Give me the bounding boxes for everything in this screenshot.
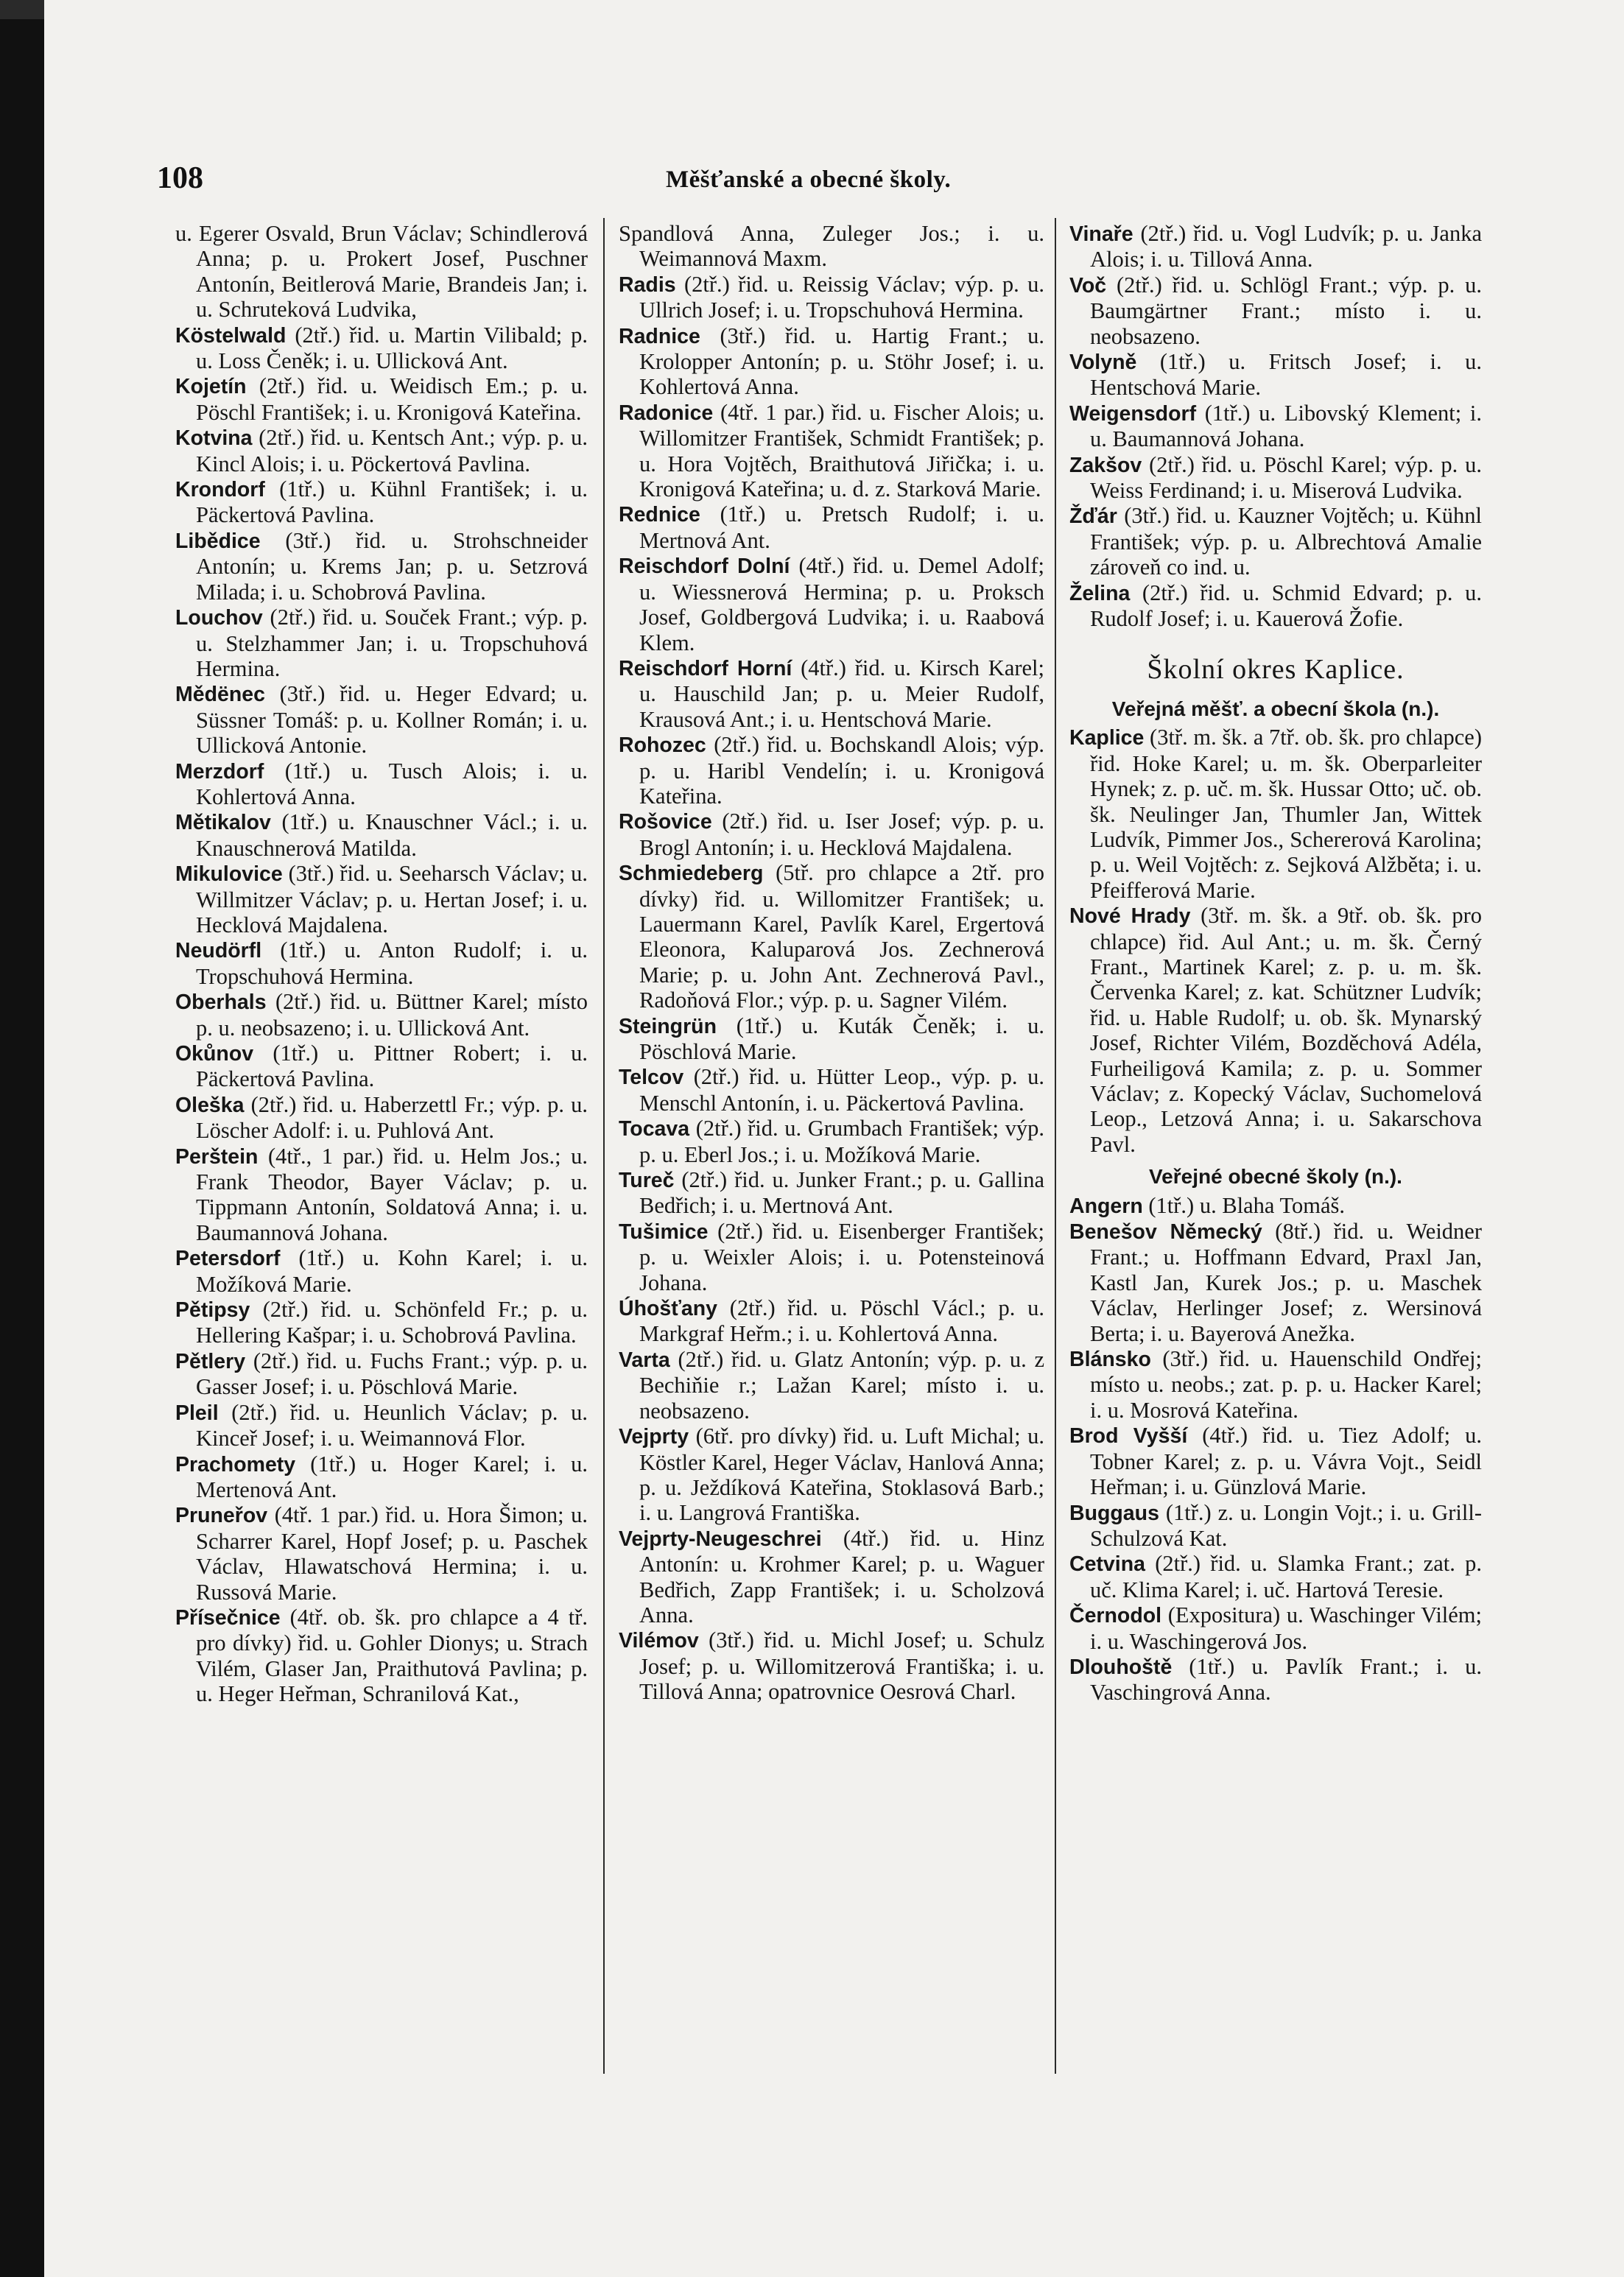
column-divider xyxy=(603,218,605,2074)
place-name: Vinaře xyxy=(1069,222,1133,246)
entry-text: (1tř.) u. Pittner Robert; i. u. Päckertová Pavlina. xyxy=(196,1041,588,1092)
place-name: Mědënec xyxy=(175,683,265,707)
school-entry xyxy=(1069,1602,1482,1654)
entry-text: (2tř.) řid. u. Vogl Ludvík; p. u. Janka Alois; i. u. Tillová Anna. xyxy=(1090,221,1482,272)
place-name: Želina xyxy=(1069,581,1131,605)
entry-text: (4tř.) řid. u. Kirsch Karel; u. Hauschild Jan; p. u. Meier Rudolf, Krausová Ant.; i. u. Hentschová Marie. xyxy=(639,655,1045,732)
scan-dark-edge xyxy=(0,0,44,2277)
school-entry xyxy=(619,1627,1044,1704)
entry-text: (2tř.) řid. u. Heunlich Václav; p. u. Kinceř Josef; i. u. Weimannová Flor. xyxy=(196,1399,588,1451)
place-name: Oberhals xyxy=(175,990,267,1015)
school-entry xyxy=(1069,272,1482,349)
entry-text: (2tř.) řid. u. Souček Frant.; výp. p. u. Stelzhammer Jan; i. u. Tropschuhová Hermina. xyxy=(196,605,588,681)
place-name: Mikulovice xyxy=(175,862,283,887)
entry-text: (1tř.) u. Hoger Karel; i. u. Mertenová Ant. xyxy=(196,1451,588,1502)
school-entry xyxy=(175,1041,588,1092)
school-entry xyxy=(619,1219,1044,1295)
entry-text: (1tř.) u. Libovský Klement; i. u. Baumannová Johana. xyxy=(1090,400,1482,452)
place-name: Louchov xyxy=(175,606,263,630)
place-name: Okůnov xyxy=(175,1042,254,1066)
entry-text: (1tř.) u. Kohn Karel; i. u. Možíková Marie. xyxy=(196,1245,588,1297)
place-name: Perštein xyxy=(175,1144,259,1169)
place-name: Tocava xyxy=(619,1117,690,1141)
entry-text: (2tř.) řid. u. Glatz Antonín; výp. p. u. z Bechiňie r.; Lažan Karel; místo i. u. neobsazeno. xyxy=(639,1346,1044,1423)
entry-text: (2tř.) řid. u. Pöschl Václ.; p. u. Markgraf Heřm.; i. u. Kohlertová Anna. xyxy=(639,1295,1044,1347)
column-divider xyxy=(1055,218,1056,2074)
school-entry xyxy=(175,1605,588,1707)
entry-text: (1tř.) u. Tusch Alois; i. u. Kohlertová Anna. xyxy=(196,758,588,809)
place-name: Úhošťany xyxy=(619,1297,718,1321)
entry-text: (1tř.) u. Pavlík Frant.; i. u. Vaschingrová Anna. xyxy=(1090,1653,1482,1706)
school-entry xyxy=(619,1526,1044,1628)
entry-text: (2tř.) řid. u. Junker Frant.; p. u. Gallina Bedřich; i. u. Mertnová Ant. xyxy=(639,1167,1044,1219)
school-district-title: Školní okres Kaplice. xyxy=(1147,653,1405,685)
school-entry xyxy=(175,1348,588,1400)
school-entry xyxy=(1069,580,1482,632)
entry-text: (4tř.) řid. u. Tiez Adolf; u. Tobner Karel; z. p. u. Vávra Vojt., Seidl Heřman; i. u. Günzlová Marie. xyxy=(1090,1423,1482,1500)
entry-text: (4tř. ob. šk. pro chlapce a 4 tř. pro dívky) řid. u. Gohler Dionys; u. Strach Vilém, Glaser Jan, Praithutová Pavlina; p. u. Heger Heřman, Schranilová Kat., xyxy=(196,1604,588,1707)
entry-text: (3tř.) řid. u. Seeharsch Václav; u. Willmitzer Václav; p. u. Hertan Josef; i. u. Hecklová Majdalena. xyxy=(196,861,588,937)
place-name: Schmiedeberg xyxy=(619,862,764,886)
entry-text: (4tř.) řid. u. Demel Adolf; u. Wiessnerová Hermina; p. u. Proksch Josef, Goldbergová Ludvika; i. u. Raabová Klem. xyxy=(639,553,1044,655)
place-name: Benešov Německý xyxy=(1069,1220,1262,1245)
entry-text: (2tř.) řid. u. Schmid Edvard; p. u. Rudolf Josef; i. u. Kauerová Žofie. xyxy=(1090,580,1482,632)
school-entry xyxy=(619,1423,1044,1526)
school-entry xyxy=(175,1400,588,1451)
entry-text: (4tř. 1 par.) řid. u. Fischer Alois; u. Willomitzer František, Schmidt František; p. u. Hora Vojtěch, Braithutová Jiřička; i. u. Kronigová Kateřina; u. d. z. Starková Marie. xyxy=(639,399,1044,502)
entry-text: (3tř.) řid. u. Strohschneider Antonín; u. Krems Jan; p. u. Setzrová Milada; i. u. Schobrová Pavlina. xyxy=(196,527,588,605)
place-name: Mětikalov xyxy=(175,811,271,835)
school-entry xyxy=(175,937,588,989)
school-entry xyxy=(175,476,588,528)
entry-text: (2tř.) řid. u. Schlögl Frant.; výp. p. u. Baumgärtner Frant.; místo i. u. neobsazeno. xyxy=(1090,272,1482,349)
entry-text: (2tř.) řid. u. Weidisch Em.; p. u. Pöschl František; i. u. Kronigová Kateřina. xyxy=(196,373,588,425)
school-entry xyxy=(1069,1500,1482,1552)
page-number: 108 xyxy=(157,161,203,195)
entry-text: (1tř.) u. Anton Rudolf; i. u. Tropschuhová Hermina. xyxy=(196,937,588,989)
place-name: Volyně xyxy=(1069,351,1137,375)
school-entry xyxy=(619,400,1044,502)
entry-text: (6tř. pro dívky) řid. u. Luft Michal; u. Köstler Karel, Heger Václav, Hanlová Anna; p. u. Ježdíková Kateřina, Stoklasová Barb.; i. u. Langrová Františka. xyxy=(639,1423,1044,1526)
place-name: Pětipsy xyxy=(175,1298,250,1323)
school-entry xyxy=(1069,1551,1482,1602)
entry-text: (3tř.) řid. u. Heger Edvard; u. Süssner Tomáš: p. u. Kollner Román; i. u. Ullicková Antonie. xyxy=(196,681,588,759)
school-entry xyxy=(619,272,1044,323)
school-entry xyxy=(1069,903,1482,1157)
place-name: Telcov xyxy=(619,1066,684,1090)
school-entry xyxy=(1069,349,1482,401)
place-name: Oleška xyxy=(175,1093,245,1117)
school-entry xyxy=(619,1064,1044,1116)
school-entry xyxy=(1069,1219,1482,1346)
school-entry xyxy=(175,373,588,425)
place-name: Steingrün xyxy=(619,1014,717,1038)
section-heading: Veřejné obecné školy (n.). xyxy=(1149,1165,1402,1189)
school-entry xyxy=(175,989,588,1041)
entry-text: (1tř.) u. Kuták Čeněk; i. u. Pöschlová Marie. xyxy=(639,1013,1044,1064)
school-entry xyxy=(175,1502,588,1605)
place-name: Krondorf xyxy=(175,478,265,502)
entry-text: (2tř.) řid. u. Kentsch Ant.; výp. p. u. Kincl Alois; i. u. Pöckertová Pavlina. xyxy=(196,425,588,476)
entry-text: (1tř.) u. Knauschner Václ.; i. u. Knauschnerová Matilda. xyxy=(196,809,588,861)
entry-text: Spandlová Anna, Zuleger Jos.; i. u. Weimannová Maxm. xyxy=(619,221,1044,272)
entry-text: (2tř.) řid. u. Martin Vilibald; p. u. Loss Čeněk; i. u. Ullicková Ant. xyxy=(196,322,588,374)
entry-text: (4tř. 1 par.) řid. u. Hora Šimon; u. Scharrer Karel, Hopf Josef; p. u. Paschek Václav, Hlawatschová Hermina; i. u. Russová Marie. xyxy=(196,1502,588,1605)
place-name: Rohozec xyxy=(619,733,706,758)
school-entry xyxy=(175,1451,588,1503)
school-entry xyxy=(175,1092,588,1144)
place-name: Kotvina xyxy=(175,426,253,451)
school-entry xyxy=(619,1295,1044,1347)
entry-text: (3tř.) řid. u. Michl Josef; u. Schulz Josef; p. u. Willomitzerová Františka; i. u. Tillová Anna; opatrovnice Oesrová Charl. xyxy=(639,1627,1044,1705)
school-entry xyxy=(619,1116,1044,1167)
school-entry xyxy=(175,759,588,810)
place-name: Radis xyxy=(619,272,676,297)
school-entry xyxy=(1069,1423,1482,1499)
place-name: Angern xyxy=(1069,1194,1143,1218)
school-entry xyxy=(175,681,588,758)
place-name: Prachomety xyxy=(175,1452,296,1477)
school-entry xyxy=(619,860,1044,1013)
entry-text: (2tř.) řid. u. Grumbach František; výp. p. u. Eberl Jos.; i. u. Možíková Marie. xyxy=(639,1116,1044,1167)
place-name: Buggaus xyxy=(1069,1501,1159,1525)
place-name: Rošovice xyxy=(619,810,712,834)
entry-text: (1tř.) u. Kühnl František; i. u. Päckertová Pavlina. xyxy=(196,476,588,528)
entry-text: (1tř.) u. Blaha Tomáš. xyxy=(1142,1192,1346,1218)
column-right xyxy=(1069,221,1482,1706)
school-entry xyxy=(1069,221,1482,272)
entry-text: (2tř.) řid. u. Büttner Karel; místo p. u. neobsazeno; i. u. Ullicková Ant. xyxy=(196,989,588,1041)
entry-text: (1tř.) z. u. Longin Vojt.; i. u. Grill-Schulzová Kat. xyxy=(1090,1499,1482,1551)
place-name: Dlouhoště xyxy=(1069,1655,1173,1679)
place-name: Reischdorf Dolní xyxy=(619,555,790,579)
place-name: Vejprty-Neugeschrei xyxy=(619,1527,822,1551)
school-entry xyxy=(619,732,1044,809)
school-entry xyxy=(175,528,588,605)
school-entry xyxy=(619,655,1044,732)
place-name: Pleil xyxy=(175,1401,219,1425)
entry-text: (3tř.) řid. u. Hartig Frant.; u. Krolopper Antonín; p. u. Stöhr Josef; i. u. Kohlertová Anna. xyxy=(639,323,1044,400)
column-left xyxy=(175,221,588,1707)
entry-text: (3tř.) řid. u. Hauenschild Ondřej; místo u. neobs.; zat. p. p. u. Hacker Karel; i. u. Mosrová Kateřina. xyxy=(1090,1346,1482,1423)
place-name: Brod Vyšší xyxy=(1069,1424,1188,1449)
school-entry xyxy=(175,605,588,681)
place-name: Radnice xyxy=(619,324,700,348)
school-entry xyxy=(619,221,1044,272)
school-entry xyxy=(1069,401,1482,452)
school-entry xyxy=(175,809,588,861)
entry-text: (2tř.) řid. u. Haberzettl Fr.; výp. p. u. Löscher Adolf: i. u. Puhlová Ant. xyxy=(196,1091,588,1144)
place-name: Pětlery xyxy=(175,1349,246,1373)
school-entry xyxy=(175,861,588,937)
place-name: Neudörfl xyxy=(175,939,262,963)
school-entry xyxy=(619,553,1044,655)
entry-text: (1tř.) u. Pretsch Rudolf; i. u. Mertnová Ant. xyxy=(639,501,1044,553)
place-name: Cetvina xyxy=(1069,1552,1145,1577)
place-name: Pruneřov xyxy=(175,1504,268,1528)
entry-text: (4tř., 1 par.) řid. u. Helm Jos.; u. Frank Theodor, Bayer Václav; p. u. Tippmann Antonín, Soldatová Anna; i. u. Baumannová Johana. xyxy=(196,1143,588,1245)
place-name: Voč xyxy=(1069,273,1107,298)
entry-text: (2tř.) řid. u. Eisenberger František; p. u. Weixler Alois; i. u. Potensteinová Johana. xyxy=(639,1218,1044,1295)
entry-text: (1tř.) u. Fritsch Josef; i. u. Hentschová Marie. xyxy=(1090,349,1482,401)
entry-text: (2tř.) řid. u. Slamka Frant.; zat. p. uč. Klima Karel; i. uč. Hartová Teresie. xyxy=(1090,1551,1482,1602)
entry-text: (2tř.) řid. u. Pöschl Karel; výp. p. u. Weiss Ferdinand; i. u. Miserová Ludvika. xyxy=(1090,451,1482,504)
entry-text: (2tř.) řid. u. Reissig Václav; výp. p. u. Ullrich Josef; i. u. Tropschuhová Hermina. xyxy=(639,271,1044,323)
place-name: Blánsko xyxy=(1069,1348,1151,1372)
place-name: Reischdorf Horní xyxy=(619,656,792,680)
school-entry xyxy=(1069,1346,1482,1423)
column-middle xyxy=(619,221,1044,1705)
school-entry xyxy=(175,323,588,374)
place-name: Tušimice xyxy=(619,1220,709,1244)
school-entry xyxy=(1069,725,1482,903)
place-name: Přísečnice xyxy=(175,1605,281,1630)
entry-text: (2tř.) řid. u. Bochskandl Alois; výp. p. u. Haribl Vendelín; i. u. Kronigová Kateřina. xyxy=(639,732,1044,809)
place-name: Žďár xyxy=(1069,504,1117,529)
entry-text: (3tř.) řid. u. Kauzner Vojtěch; u. Kühnl František; výp. p. u. Albrechtová Amalie zároveň co ind. u. xyxy=(1090,503,1482,580)
school-entry xyxy=(1069,503,1482,580)
entry-text: (2tř.) řid. u. Schönfeld Fr.; p. u. Hellering Kašpar; i. u. Schobrová Pavlina. xyxy=(196,1297,588,1348)
school-entry xyxy=(175,1245,588,1297)
school-entry xyxy=(1069,452,1482,504)
place-name: Vilémov xyxy=(619,1629,699,1653)
place-name: Köstelwald xyxy=(175,323,287,348)
place-name: Vejprty xyxy=(619,1425,689,1449)
section-heading: Veřejná měšť. a obecní škola (n.). xyxy=(1111,697,1440,720)
school-entry xyxy=(619,501,1044,553)
place-name: Rednice xyxy=(619,503,700,527)
place-name: Kaplice xyxy=(1069,726,1145,750)
entry-text: (3tř. m. šk. a 9tř. ob. šk. pro chlapce) řid. Aul Ant.; u. m. šk. Černý Frant., Martinek Karel; z. p. u. m. šk. Červenka Karel; z. kat. Schützner Ludvík; řid. u. Hable Rudolf; u. ob. šk. Mynarský Josef, Richter Vilém, Bozděchová Adéla, Furheiligová Kamila; z. p. u. Sommer Václav; z. Kopecký Václav, Suchomelová Leop., Letzová Anna; i. u. Sakarschova Pavl. xyxy=(1090,903,1482,1157)
place-name: Libědice xyxy=(175,529,261,553)
school-entry xyxy=(175,1297,588,1348)
entry-text: (5tř. pro chlapce a 2tř. pro dívky) řid. u. Willomitzer František; u. Lauermann Karel, Pavlík Karel, Ergertová Eleonora, Kaluparová Jos. Zechnerová Marie; p. u. John Ant. Zechnerová Pavl., Radoňová Flor.; výp. p. u. Sagner Vilém. xyxy=(639,860,1044,1013)
entry-text: (4tř.) řid. u. Hinz Antonín: u. Krohmer Karel; p. u. Waguer Bedřich, Zapp František; i. u. Scholzová Anna. xyxy=(639,1525,1044,1627)
entry-text: (8tř.) řid. u. Weidner Frant.; u. Hoffmann Edvard, Praxl Jan, Kastl Jan, Kurek Jos.; p. u. Maschek Václav, Herlinger Josef; z. Wersinová Berta; i. u. Bayerová Anežka. xyxy=(1090,1219,1482,1346)
school-entry xyxy=(619,1347,1044,1423)
place-name: Varta xyxy=(619,1348,670,1372)
place-name: Zakšov xyxy=(1069,453,1142,477)
place-name: Černodol xyxy=(1069,1604,1162,1628)
school-entry xyxy=(175,221,588,323)
entry-text: (2tř.) řid. u. Iser Josef; výp. p. u. Brogl Antonín; i. u. Hecklová Majdalena. xyxy=(639,809,1044,860)
entry-text: (2tř.) řid. u. Fuchs Frant.; výp. p. u. Gasser Josef; i. u. Pöschlová Marie. xyxy=(196,1348,588,1400)
place-name: Tureč xyxy=(619,1169,675,1193)
place-name: Petersdorf xyxy=(175,1247,281,1271)
school-entry xyxy=(175,425,588,476)
school-entry xyxy=(619,809,1044,860)
school-entry xyxy=(1069,1193,1482,1219)
place-name: Nové Hrady xyxy=(1069,904,1191,929)
place-name: Radonice xyxy=(619,401,714,425)
school-entry xyxy=(1069,1654,1482,1706)
entry-text: (3tř. m. šk. a 7tř. ob. šk. pro chlapce) řid. Hoke Karel; u. m. šk. Oberparleiter Hynek; z. p. uč. m. šk. Hussar Otto; uč. ob. šk. Neulinger Jan, Thumler Jan, Wittek Ludvík, Pimmer Jos., Schererová Karolina; p. u. Weil Vojtěch: z. Sejková Alžběta; i. u. Pfeifferová Marie. xyxy=(1090,725,1482,903)
school-entry xyxy=(175,1144,588,1246)
place-name: Kojetín xyxy=(175,375,247,399)
school-entry xyxy=(619,323,1044,400)
entry-text: (2tř.) řid. u. Hütter Leop., výp. p. u. Menschl Antonín, i. u. Päckertová Pavlina. xyxy=(639,1064,1044,1116)
school-entry xyxy=(619,1167,1044,1219)
entry-text: u. Egerer Osvald, Brun Václav; Schindlerová Anna; p. u. Prokert Josef, Puschner Antonín, Beitlerová Marie, Brandeis Jan; i. u. Schruteková Ludvika, xyxy=(175,221,588,323)
entry-text: (Expositura) u. Waschinger Vilém; i. u. Waschingerová Jos. xyxy=(1090,1602,1482,1654)
school-entry xyxy=(619,1013,1044,1065)
place-name: Merzdorf xyxy=(175,759,264,784)
place-name: Weigensdorf xyxy=(1069,401,1197,426)
running-header: Měšťanské a obecné školy. xyxy=(666,166,952,193)
